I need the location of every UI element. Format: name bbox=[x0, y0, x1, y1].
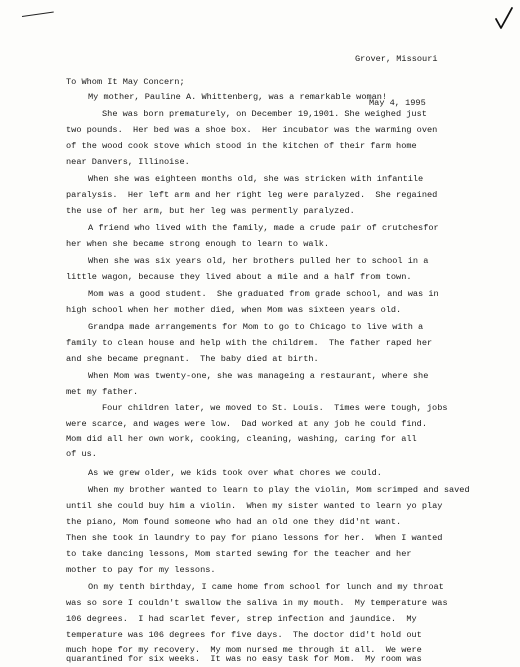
letter-line: of the wood cook stove which stood in the kitchen of their farm home bbox=[66, 141, 417, 151]
letter-line: My mother, Pauline A. Whittenberg, was a remarkable woman! bbox=[88, 92, 388, 102]
letter-line: Then she took in laundry to pay for piano lessons for her. When I wanted bbox=[66, 533, 443, 543]
letter-line: until she could buy him a violin. When my sister wanted to learn yo play bbox=[66, 501, 443, 511]
letter-line: met my father. bbox=[66, 387, 139, 397]
letter-line: and she became pregnant. The baby died at birth. bbox=[66, 354, 319, 364]
letter-line: Mom was a good student. She graduated from grade school, and was in bbox=[88, 289, 439, 299]
letter-line: When she was eighteen months old, she was stricken with infantile bbox=[88, 174, 424, 184]
salutation: To Whom It May Concern; bbox=[66, 77, 185, 87]
letter-line: quarantined for six weeks. It was no easy task for Mom. My room was bbox=[66, 654, 422, 664]
letter-line: Four children later, we moved to St. Louis. Times were tough, jobs bbox=[102, 403, 448, 413]
letter-line: the piano, Mom found someone who had an old one they did'nt want. bbox=[66, 517, 402, 527]
pen-dash-mark bbox=[22, 12, 54, 17]
letter-line: much hope for my recovery. My mom nursed me through it all. We were bbox=[66, 645, 422, 655]
letter-line: family to clean house and help with the childrem. The father raped her bbox=[66, 338, 433, 348]
letter-line: paralysis. Her left arm and her right leg were paralyzed. She regained bbox=[66, 190, 438, 200]
letter-line: When my brother wanted to learn to play the violin, Mom scrimped and saved bbox=[88, 485, 470, 495]
letter-line: A friend who lived with the family, made a crude pair of crutchesfor bbox=[88, 223, 439, 233]
letter-line: of us. bbox=[66, 449, 97, 459]
letter-line: When she was six years old, her brothers pulled her to school in a bbox=[88, 256, 429, 266]
letter-line: two pounds. Her bed was a shoe box. Her incubator was the warming oven bbox=[66, 125, 438, 135]
letter-line: was so sore I couldn't swallow the saliva in my mouth. My temperature was bbox=[66, 598, 448, 608]
letter-line: As we grew older, we kids took over what chores we could. bbox=[88, 468, 382, 478]
letter-line: near Danvers, Illinoise. bbox=[66, 157, 190, 167]
letter-line: her when she became strong enough to learn to walk. bbox=[66, 239, 330, 249]
letter-date: May 4, 1995 bbox=[369, 98, 426, 108]
letter-line: to take dancing lessons, Mom started sewing for the teacher and her bbox=[66, 549, 412, 559]
letter-line: were scarce, and wages were low. Dad worked at any job he could find. bbox=[66, 419, 427, 429]
letter-location: Grover, Missouri bbox=[355, 54, 438, 64]
letter-line: mother to pay for my lessons. bbox=[66, 565, 216, 575]
letter-line: 106 degrees. I had scarlet fever, strep infection and jaundice. My bbox=[66, 614, 417, 624]
letter-line: little wagon, because they lived about a mile and a half from town. bbox=[66, 272, 412, 282]
letter-line: temperature was 106 degrees for five days. The doctor did't hold out bbox=[66, 630, 422, 640]
letter-line: She was born prematurely, on December 19,1901. She weighed just bbox=[102, 109, 427, 119]
letter-line: When Mom was twenty-one, she was manageing a restaurant, where she bbox=[88, 371, 429, 381]
letter-line: Mom did all her own work, cooking, cleaning, washing, caring for all bbox=[66, 434, 417, 444]
letter-line: Grandpa made arrangements for Mom to go to Chicago to live with a bbox=[88, 322, 424, 332]
checkmark-icon bbox=[494, 6, 514, 30]
letter-line: high school when her mother died, when Mom was sixteen years old. bbox=[66, 305, 402, 315]
letter-line: the use of her arm, but her leg was permently paralyzed. bbox=[66, 206, 355, 216]
letter-line: On my tenth birthday, I came home from school for lunch and my throat bbox=[88, 582, 444, 592]
